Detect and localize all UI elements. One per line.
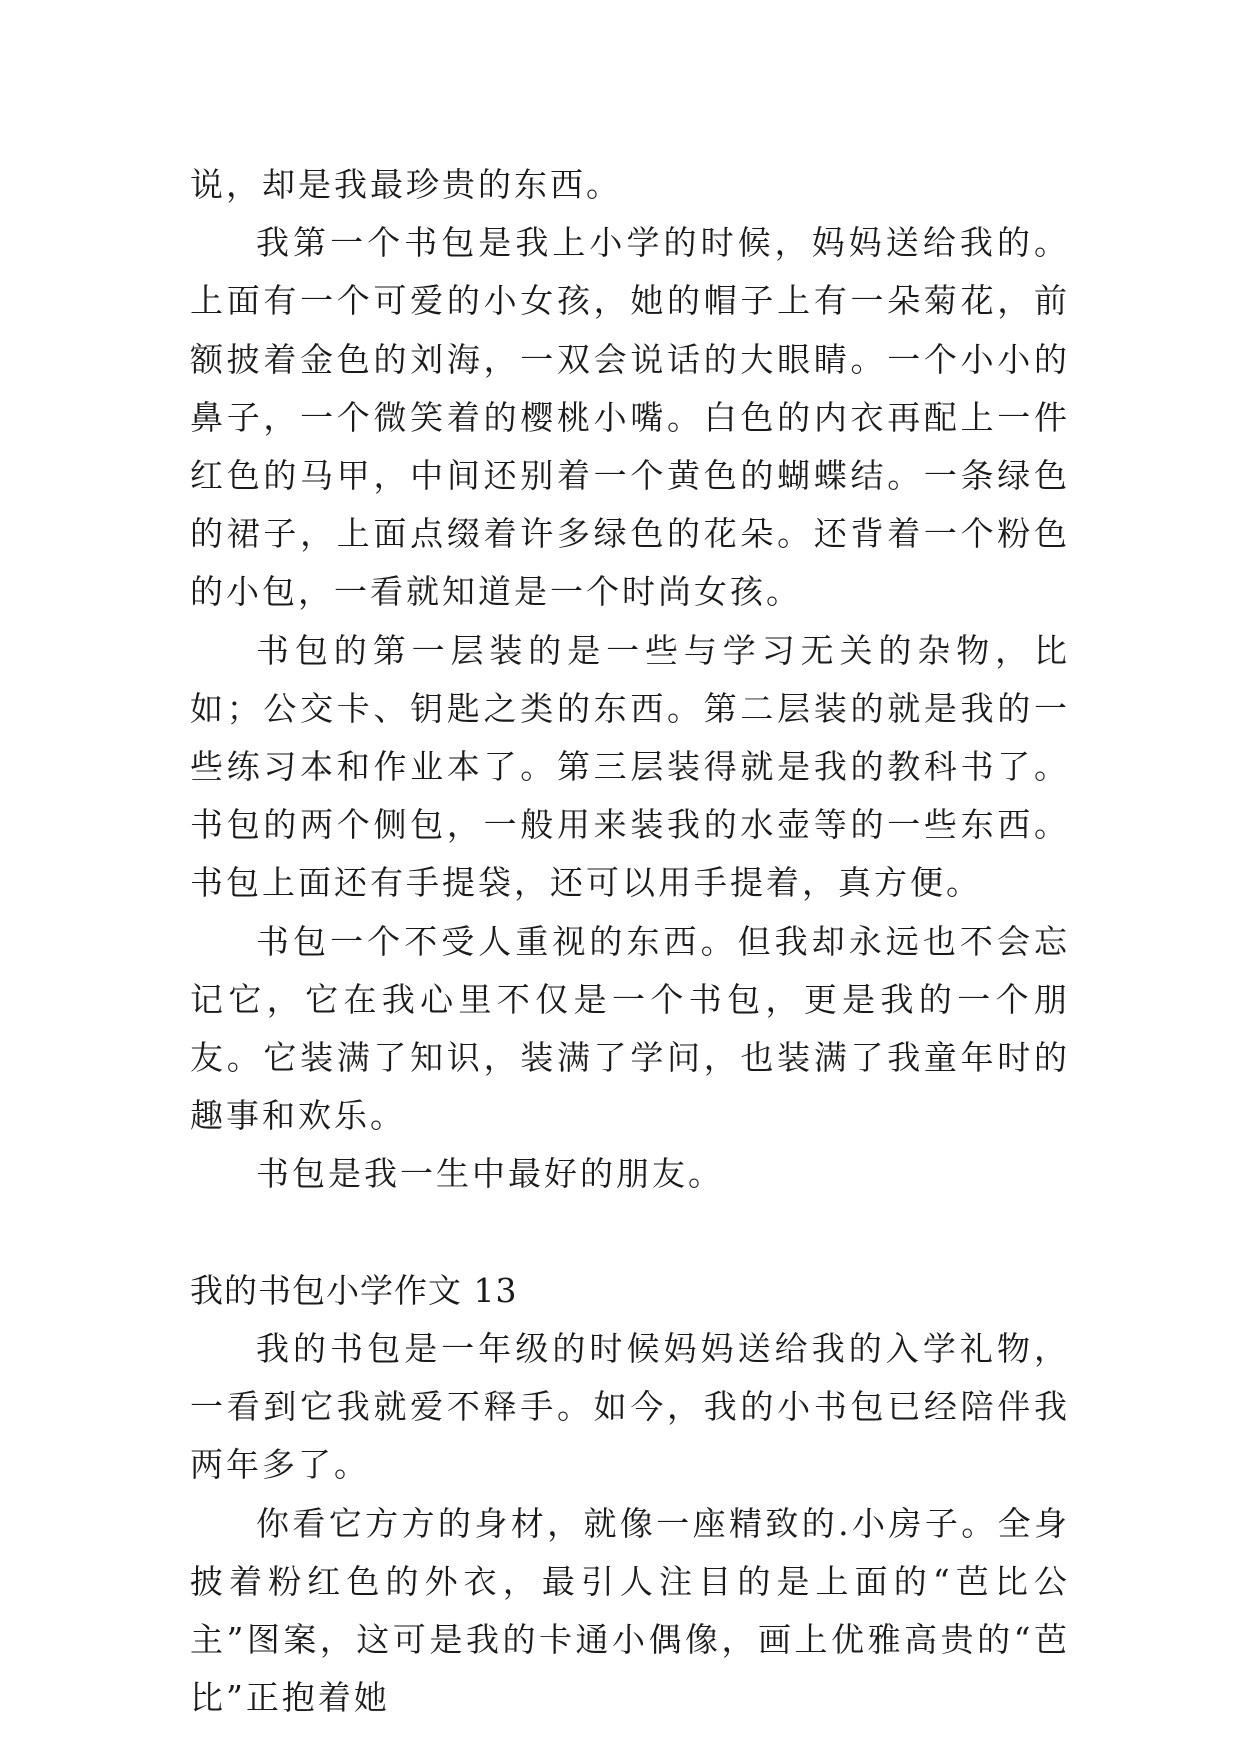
essay-heading: 我的书包小学作文 13	[190, 1270, 518, 1310]
paragraph-schoolbag-layers: 书包的第一层装的是一些与学习无关的杂物，比如；公交卡、钥匙之类的东西。第二层装的就是我的一些练习本和作业本了。第三层装得就是我的教科书了。书包的两个侧包，一般用来装我的水壶等的一些东西。书包上面还有手提袋，还可以用手提着，真方便。	[190, 630, 1070, 903]
blank-line	[190, 1204, 1070, 1262]
paragraph-schoolbag-friend: 书包一个不受人重视的东西。但我却永远也不会忘记它，它在我心里不仅是一个书包，更是我的一个朋友。它装满了知识，装满了学问，也装满了我童年时的趣事和欢乐。	[190, 921, 1070, 1136]
paragraph-continuation: 说，却是我最珍贵的东西。	[190, 165, 622, 204]
paragraph-barbie-design: 你看它方方的身材，就像一座精致的.小房子。全身披着粉红色的外衣，最引人注目的是上面的“芭比公主”图案，这可是我的卡通小偶像，画上优雅高贵的“芭比”正抱着她	[190, 1503, 1070, 1718]
paragraph-first-schoolbag: 我第一个书包是我上小学的时候，妈妈送给我的。上面有一个可爱的小女孩，她的帽子上有一朵菊花，前额披着金色的刘海，一双会说话的大眼睛。一个小小的鼻子，一个微笑着的樱桃小嘴。白色的内衣再配上一件红色的马甲，中间还别着一个黄色的蝴蝶结。一条绿色的裙子，上面点缀着许多绿色的花朵。还背着一个粉色的小包，一看就知道是一个时尚女孩。	[190, 223, 1070, 612]
essay-body	[190, 156, 1070, 1727]
paragraph-entrance-gift: 我的书包是一年级的时候妈妈送给我的入学礼物，一看到它我就爱不释手。如今，我的小书包已经陪伴我两年多了。	[190, 1329, 1070, 1485]
paragraph-best-friend: 书包是我一生中最好的朋友。	[256, 1154, 724, 1194]
